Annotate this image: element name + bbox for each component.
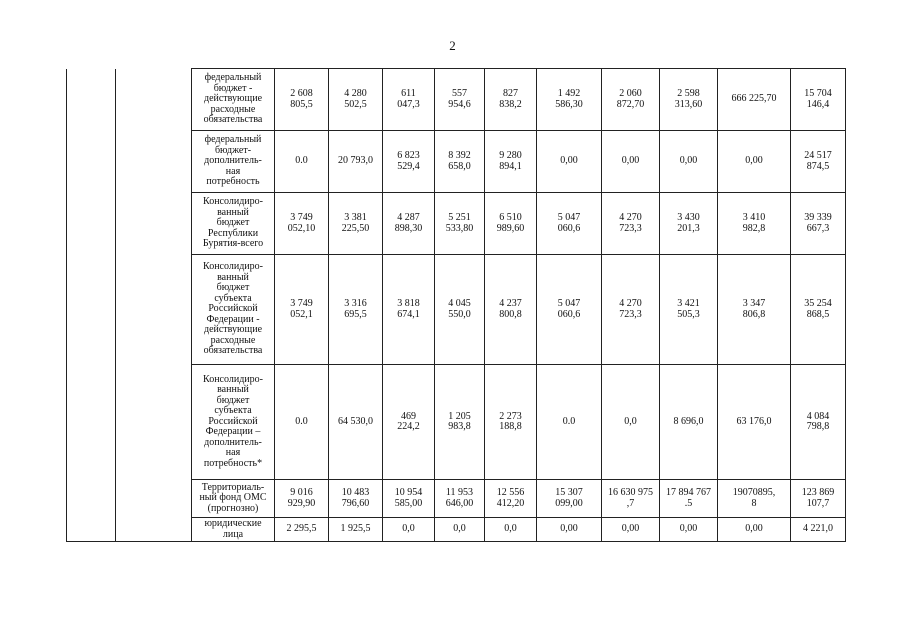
value-cell: 2 273 188,8 bbox=[485, 365, 537, 480]
empty-cell bbox=[67, 255, 116, 365]
empty-cell bbox=[116, 480, 192, 518]
value-cell: 19070895, 8 bbox=[718, 480, 791, 518]
value-cell: 39 339 667,3 bbox=[791, 193, 846, 255]
value-cell: 4 237 800,8 bbox=[485, 255, 537, 365]
value-cell: 63 176,0 bbox=[718, 365, 791, 480]
value-cell: 15 704 146,4 bbox=[791, 69, 846, 131]
value-cell: 0,00 bbox=[718, 131, 791, 193]
value-cell: 16 630 975 ,7 bbox=[602, 480, 660, 518]
table-row bbox=[67, 255, 846, 365]
value-cell: 3 749 052,10 bbox=[275, 193, 329, 255]
value-cell: 557 954,6 bbox=[435, 69, 485, 131]
value-cell: 0.0 bbox=[275, 131, 329, 193]
value-cell: 1 925,5 bbox=[329, 518, 383, 542]
value-cell: 3 749 052,1 bbox=[275, 255, 329, 365]
table-row bbox=[67, 131, 846, 193]
empty-cell bbox=[67, 131, 116, 193]
empty-cell bbox=[116, 69, 192, 131]
value-cell: 9 016 929,90 bbox=[275, 480, 329, 518]
table-row bbox=[67, 69, 846, 131]
value-cell: 827 838,2 bbox=[485, 69, 537, 131]
value-cell: 17 894 767 .5 bbox=[660, 480, 718, 518]
value-cell: 4 045 550,0 bbox=[435, 255, 485, 365]
value-cell: 5 251 533,80 bbox=[435, 193, 485, 255]
table-row bbox=[67, 365, 846, 480]
table-row bbox=[67, 480, 846, 518]
value-cell: 4 221,0 bbox=[791, 518, 846, 542]
value-cell: 5 047 060,6 bbox=[537, 255, 602, 365]
value-cell: 4 270 723,3 bbox=[602, 193, 660, 255]
value-cell: 3 430 201,3 bbox=[660, 193, 718, 255]
row-label: федеральный бюджет- дополнитель- ная потребность bbox=[192, 131, 275, 193]
value-cell: 10 483 796,60 bbox=[329, 480, 383, 518]
value-cell: 1 205 983,8 bbox=[435, 365, 485, 480]
table-row bbox=[67, 518, 846, 542]
row-label: Консолидиро- ванный бюджет Республики Бурятия-всего bbox=[192, 193, 275, 255]
row-label: Территориаль- ный фонд ОМС (прогнозно) bbox=[192, 480, 275, 518]
value-cell: 0,0 bbox=[485, 518, 537, 542]
empty-cell bbox=[116, 365, 192, 480]
value-cell: 4 280 502,5 bbox=[329, 69, 383, 131]
value-cell: 9 280 894,1 bbox=[485, 131, 537, 193]
value-cell: 20 793,0 bbox=[329, 131, 383, 193]
value-cell: 0.0 bbox=[275, 365, 329, 480]
value-cell: 8 696,0 bbox=[660, 365, 718, 480]
row-label: федеральный бюджет - действующие расходные обязательства bbox=[192, 69, 275, 131]
value-cell: 0.0 bbox=[537, 365, 602, 480]
empty-cell bbox=[67, 69, 116, 131]
value-cell: 0,00 bbox=[660, 518, 718, 542]
value-cell: 3 818 674,1 bbox=[383, 255, 435, 365]
value-cell: 0,00 bbox=[602, 518, 660, 542]
value-cell: 3 421 505,3 bbox=[660, 255, 718, 365]
value-cell: 35 254 868,5 bbox=[791, 255, 846, 365]
row-label: Консолидиро- ванный бюджет субъекта Российской Федерации - действующие расходные обязательства bbox=[192, 255, 275, 365]
value-cell: 15 307 099,00 bbox=[537, 480, 602, 518]
value-cell: 2 598 313,60 bbox=[660, 69, 718, 131]
value-cell: 0,00 bbox=[537, 131, 602, 193]
value-cell: 0,00 bbox=[718, 518, 791, 542]
value-cell: 666 225,70 bbox=[718, 69, 791, 131]
value-cell: 24 517 874,5 bbox=[791, 131, 846, 193]
empty-cell bbox=[116, 518, 192, 542]
value-cell: 11 953 646,00 bbox=[435, 480, 485, 518]
value-cell: 3 347 806,8 bbox=[718, 255, 791, 365]
empty-cell bbox=[116, 131, 192, 193]
empty-cell bbox=[67, 365, 116, 480]
value-cell: 10 954 585,00 bbox=[383, 480, 435, 518]
value-cell: 611 047,3 bbox=[383, 69, 435, 131]
value-cell: 3 316 695,5 bbox=[329, 255, 383, 365]
page-number: 2 bbox=[449, 38, 456, 53]
value-cell: 4 287 898,30 bbox=[383, 193, 435, 255]
value-cell: 4 270 723,3 bbox=[602, 255, 660, 365]
value-cell: 0,00 bbox=[660, 131, 718, 193]
row-label: Консолидиро- ванный бюджет субъекта Российской Федерации – дополнитель- ная потребность* bbox=[192, 365, 275, 480]
value-cell: 0,0 bbox=[435, 518, 485, 542]
value-cell: 5 047 060,6 bbox=[537, 193, 602, 255]
value-cell: 123 869 107,7 bbox=[791, 480, 846, 518]
row-label: юридические лица bbox=[192, 518, 275, 542]
budget-table bbox=[66, 68, 846, 542]
value-cell: 8 392 658,0 bbox=[435, 131, 485, 193]
empty-cell bbox=[116, 255, 192, 365]
empty-cell bbox=[67, 518, 116, 542]
value-cell: 0,00 bbox=[537, 518, 602, 542]
value-cell: 469 224,2 bbox=[383, 365, 435, 480]
value-cell: 6 823 529,4 bbox=[383, 131, 435, 193]
value-cell: 0,0 bbox=[383, 518, 435, 542]
value-cell: 3 381 225,50 bbox=[329, 193, 383, 255]
value-cell: 6 510 989,60 bbox=[485, 193, 537, 255]
value-cell: 64 530,0 bbox=[329, 365, 383, 480]
value-cell: 2 060 872,70 bbox=[602, 69, 660, 131]
value-cell: 1 492 586,30 bbox=[537, 69, 602, 131]
empty-cell bbox=[67, 480, 116, 518]
value-cell: 4 084 798,8 bbox=[791, 365, 846, 480]
table-row bbox=[67, 193, 846, 255]
value-cell: 0,0 bbox=[602, 365, 660, 480]
empty-cell bbox=[67, 193, 116, 255]
value-cell: 0,00 bbox=[602, 131, 660, 193]
value-cell: 3 410 982,8 bbox=[718, 193, 791, 255]
value-cell: 2 608 805,5 bbox=[275, 69, 329, 131]
empty-cell bbox=[116, 193, 192, 255]
value-cell: 2 295,5 bbox=[275, 518, 329, 542]
value-cell: 12 556 412,20 bbox=[485, 480, 537, 518]
